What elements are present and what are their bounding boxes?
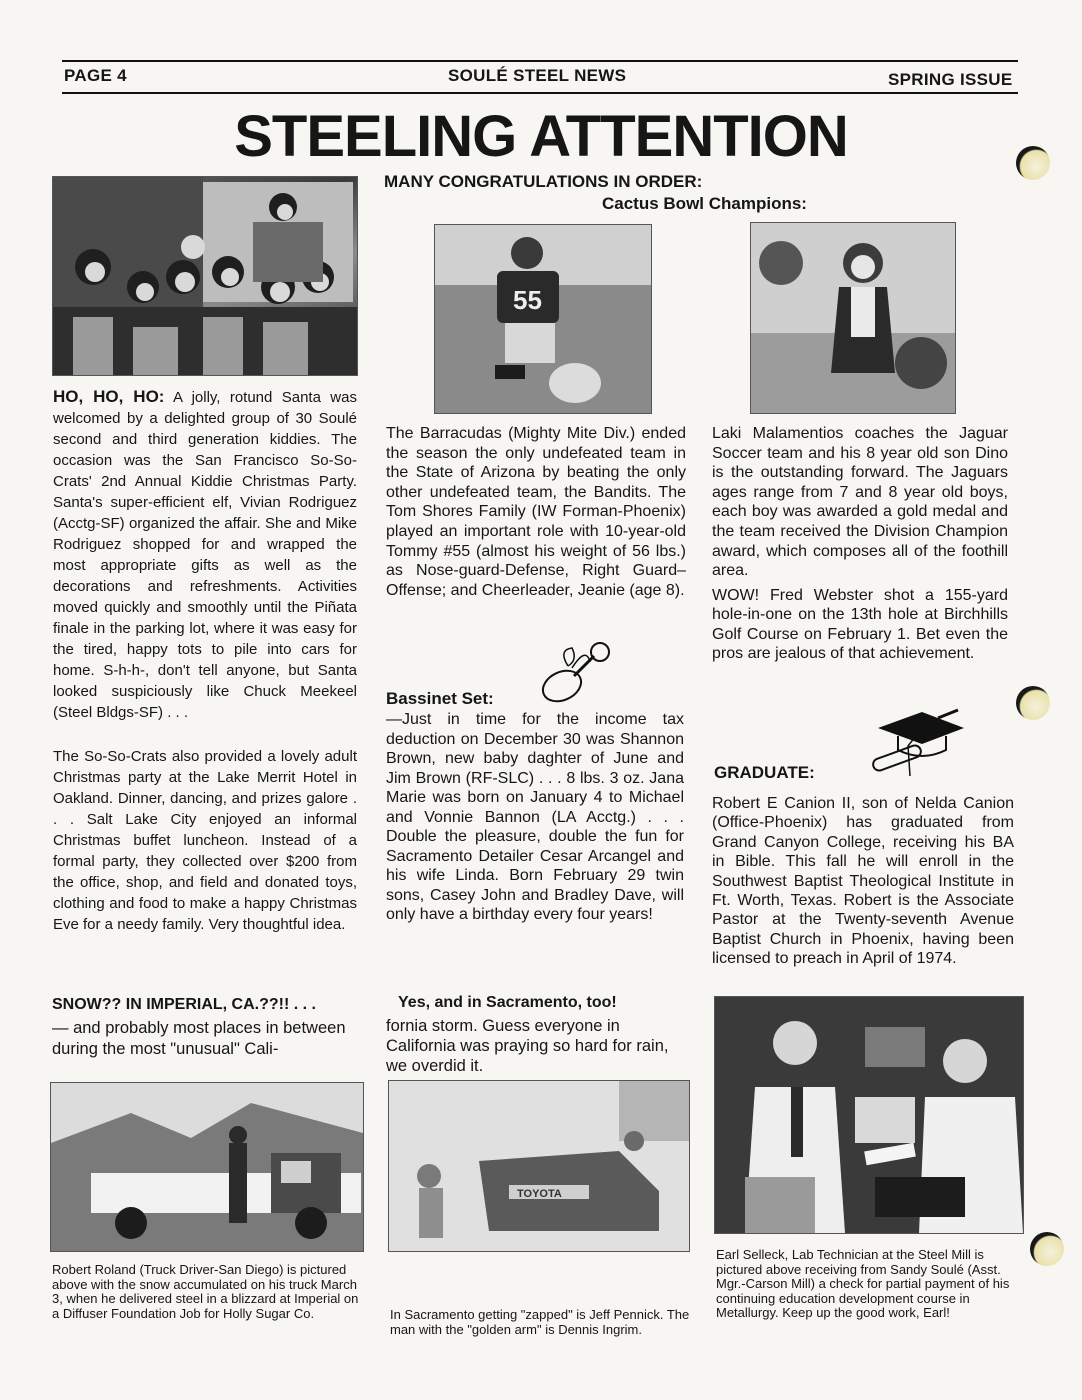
graduation-cap-icon [868,706,968,782]
santa-party-photo [52,176,358,376]
cheerleader-illustration [751,223,955,413]
binder-hole-bottom [1030,1232,1064,1266]
santa-headline: HO, HO, HO: [53,387,165,406]
header-bottom-rule [62,92,1018,94]
binder-hole-top [1016,146,1050,180]
newsletter-title: SOULÉ STEEL NEWS [448,66,627,85]
snow-car-illustration [389,1081,689,1251]
barracudas-article: The Barracudas (Mighty Mite Div.) ended the season the only undefeated team in the State of Arizona by beating the only other undefeated team, the Bandits. The Tom Shores Family (IW Forman-Phoenix) played an important role with 10-year-old Tommy #55 (almost his weight of 56 lbs.) as Nose-guard-Defense, Right Guard–Offense; and Cheerleader, Jeanie (age 8). [386,425,686,599]
sacramento-snow-photo [388,1080,690,1252]
truck-sign-text: TOYOTA [517,1188,562,1200]
check-presentation-illustration [715,997,1023,1233]
graduate-article: Robert E Canion II, son of Nelda Canion (Office-Phoenix) has graduated from Grand Canyon College, receiving his BA in Bible. This fall he will enroll in the Southwest Baptist Theological Institute in Ft. Worth, Texas. Robert is the Associate Pastor at the Twenty-seventh Avenue Baptist Church in Phoenix, having been licensed to preach in April of 1974. [712,795,1014,968]
snow-text: — and probably most places in between during the most "unusual" Cali- [52,1019,346,1058]
earl-caption: Earl Selleck, Lab Technician at the Steel Mill is pictured above receiving from Sandy Soulé (Asst. Mgr.-Carson Mill) a check for partial payment of his continuing education development course in Metallurgy. Keep up the good work, Earl! [716,1247,1010,1320]
santa-text: A jolly, rotund Santa was welcomed by a delighted group of 30 Soulé second and third generation kiddies. The occasion was the San Francisco So-So-Crats' 2nd Annual Kiddie Christmas Party. Santa's super-efficient elf, Vivian Rodriguez (Acctg-SF) organized the affair. She and Mike Rodriguez shopped for and wrapped the most appropriate gifts as well as the decorations and refreshments. Activities moved quickly and smoothly until the Piñata finale in the parking lot, where it was easy for the tired, happy tots to pile into cars for home. S-h-h-, don't tell anyone, but Santa looked suspiciously like Chuck Meekeel (Steel Bldgs-SF) . . . [53,389,357,721]
graduate-headline: GRADUATE: [714,763,815,782]
earl-selleck-photo [714,996,1024,1234]
bassinet-headline: Bassinet Set: [386,689,494,708]
sacramento-text: fornia storm. Guess everyone in California was praying so hard for rain, we overdid it. [386,1017,669,1075]
hole-in-one-article: WOW! Fred Webster shot a 155-yard hole-in-one on the 13th hole at Birchhills Golf Course on February 1. Bet even the pros are jealous of that achievement. [712,587,1008,662]
snow-headline: SNOW?? IN IMPERIAL, CA.??!! . . . [52,996,316,1013]
page-number: PAGE 4 [64,66,127,85]
congrats-headline: MANY CONGRATULATIONS IN ORDER: [384,172,703,191]
football-illustration [435,225,651,413]
truck-snow-photo [50,1082,364,1252]
truck-caption: Robert Roland (Truck Driver-San Diego) is pictured above with the snow accumulated on his truck March 3, when he delivered steel in a blizzard at Imperial on a Diffuser Foundation Job for Holly Sugar Co. [52,1262,359,1321]
jersey-number: 55 [513,285,542,315]
santa-party-illustration [53,177,357,375]
so-so-crats-article: The So-So-Crats also provided a lovely adult Christmas party at the Lake Merrit Hotel in Oakland. Dinner, dancing, and prizes galore . . . Salt Lake City enjoyed an informal Christmas buffet luncheon. Instead of a formal party, they collected over $200 from the office, shop, and field and donated toys, clothing and food to make a happy Christmas Eve for a needy family. Very thoughtful idea. [53,748,357,933]
issue-label: SPRING ISSUE [888,70,1013,89]
jaguar-article: Laki Malamentios coaches the Jaguar Soccer team and his 8 year old son Dino is the outstanding forward. The Jaguars ages range from 7 and 8 year old boys, each boy was awarded a gold medal and the team received the Division Champion award, which composes all of the foothill area. [712,425,1008,580]
santa-article [53,386,357,723]
page-title: STEELING ATTENTION [234,104,848,169]
sacramento-caption: In Sacramento getting "zapped" is Jeff Pennick. The man with the "golden arm" is Dennis Ingrim. [390,1307,690,1337]
header-top-rule [62,60,1018,62]
binder-hole-middle [1016,686,1050,720]
sacramento-headline: Yes, and in Sacramento, too! [398,994,617,1011]
bassinet-article: —Just in time for the income tax deduction on December 30 was Shannon Brown, new baby daghter of June and Jim Brown (RF-SLC) . . . 8 lbs. 3 oz. Jana Marie was born on January 4 to Michael and Vonnie Bannon (LA Acctg.) . . . Double the pleasure, double the fun for Sacramento Detailer Cesar Arcangel and his wife Linda. Born February 29 twin sons, Casey John and Bradley Dave, will only have a birthday every four years! [386,711,684,923]
football-player-photo [434,224,652,414]
truck-illustration [51,1083,363,1251]
cheerleader-photo [750,222,956,414]
cactus-bowl-subhead: Cactus Bowl Champions: [602,194,807,213]
baby-rattle-icon [538,640,618,704]
